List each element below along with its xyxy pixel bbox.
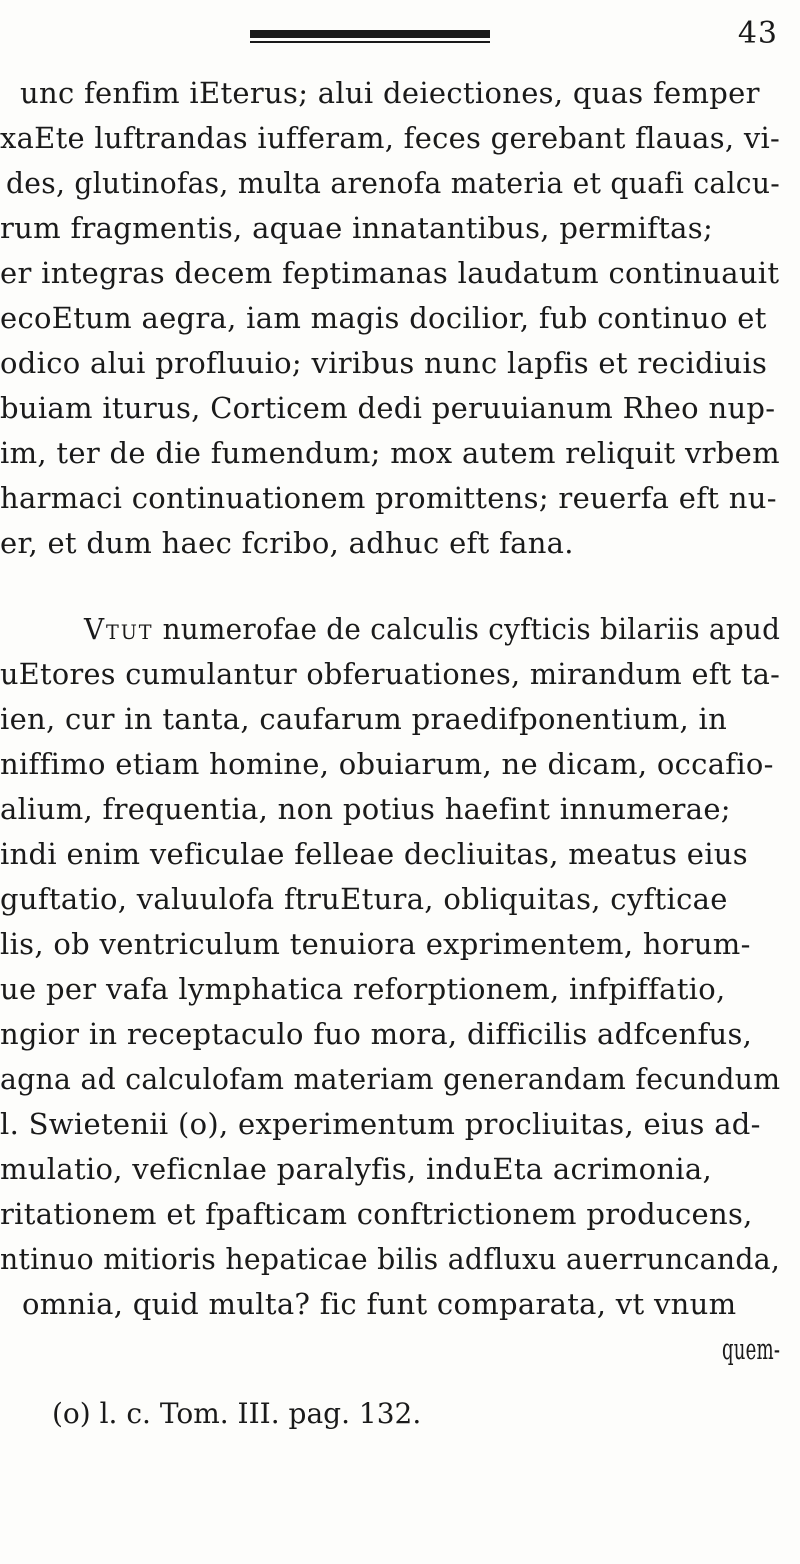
- text-line: niffimo etiam homine, obuiarum, ne dicam, occafio-: [0, 747, 774, 781]
- text-line: ntinuo mitioris hepaticae bilis adfluxu auerruncanda,: [0, 1242, 781, 1276]
- text-line: er, et dum haec fcribo, adhuc eft fana.: [0, 526, 574, 560]
- page-number: 43: [737, 16, 778, 51]
- header-rule-thin: [250, 41, 490, 43]
- text-line: rum fragmentis, aquae innatantibus, permiftas;: [0, 211, 714, 245]
- text-line: l. Swietenii (o), experimentum procliuitas, eius ad-: [0, 1107, 761, 1141]
- text-line: ecoEtum aegra, iam magis docilior, fub continuo et: [0, 301, 767, 335]
- text-line: xaEte luftrandas iufferam, feces gerebant flauas, vi-: [0, 121, 781, 155]
- text-line: ritationem et fpafticam conftrictionem producens,: [0, 1197, 753, 1231]
- text-line: uEtores cumulantur obferuationes, mirandum eft ta-: [0, 657, 781, 691]
- paragraph-opening-line: [84, 612, 781, 646]
- text-line: lis, ob ventriculum tenuiora exprimentem, horum-: [0, 927, 751, 961]
- text-line: ngior in receptaculo fuo mora, difficilis adfcenfus,: [0, 1017, 753, 1051]
- text-line: ue per vafa lymphatica reforptionem, infpiffatio,: [0, 972, 726, 1006]
- text-line: alium, frequentia, non potius haefint innumerae;: [0, 792, 731, 826]
- text-line: im, ter de die fumendum; mox autem reliquit vrbem: [0, 436, 780, 470]
- text-line: harmaci continuationem promittens; reuerfa eft nu-: [0, 481, 777, 515]
- text-line: ien, cur in tanta, caufarum praedifponentium, in: [0, 702, 728, 736]
- text-line: er integras decem feptimanas laudatum continuauit: [0, 256, 780, 290]
- text-line: mulatio, veficnlae paralyfis, induEta acrimonia,: [0, 1152, 712, 1186]
- paragraph-first-word: Vtut: [84, 612, 154, 646]
- text-line: indi enim veficulae felleae decliuitas, meatus eius: [0, 837, 748, 871]
- text-line: unc fenfim iEterus; alui deiectiones, quas femper: [20, 76, 760, 110]
- text-line: agna ad calculofam materiam generandam fecundum: [0, 1062, 781, 1096]
- footnote: (o) l. c. Tom. III. pag. 132.: [52, 1397, 422, 1430]
- text-line: buiam iturus, Corticem dedi peruuianum Rheo nup-: [0, 391, 776, 425]
- text-line: des, glutinofas, multa arenofa materia et quafi calcu-: [6, 166, 781, 200]
- header-rule: [250, 30, 490, 38]
- catchword: quem-: [722, 1332, 781, 1366]
- body-text: [0, 62, 800, 1542]
- text-line: guftatio, valuulofa ftruEtura, obliquitas, cyfticae: [0, 882, 728, 916]
- text-line: odico alui profluuio; viribus nunc lapfis et recidiuis: [0, 346, 768, 380]
- paragraph-first-line-rest: numerofae de calculis cyfticis bilariis apud: [153, 612, 781, 646]
- text-line: omnia, quid multa? fic funt comparata, vt vnum: [22, 1287, 737, 1321]
